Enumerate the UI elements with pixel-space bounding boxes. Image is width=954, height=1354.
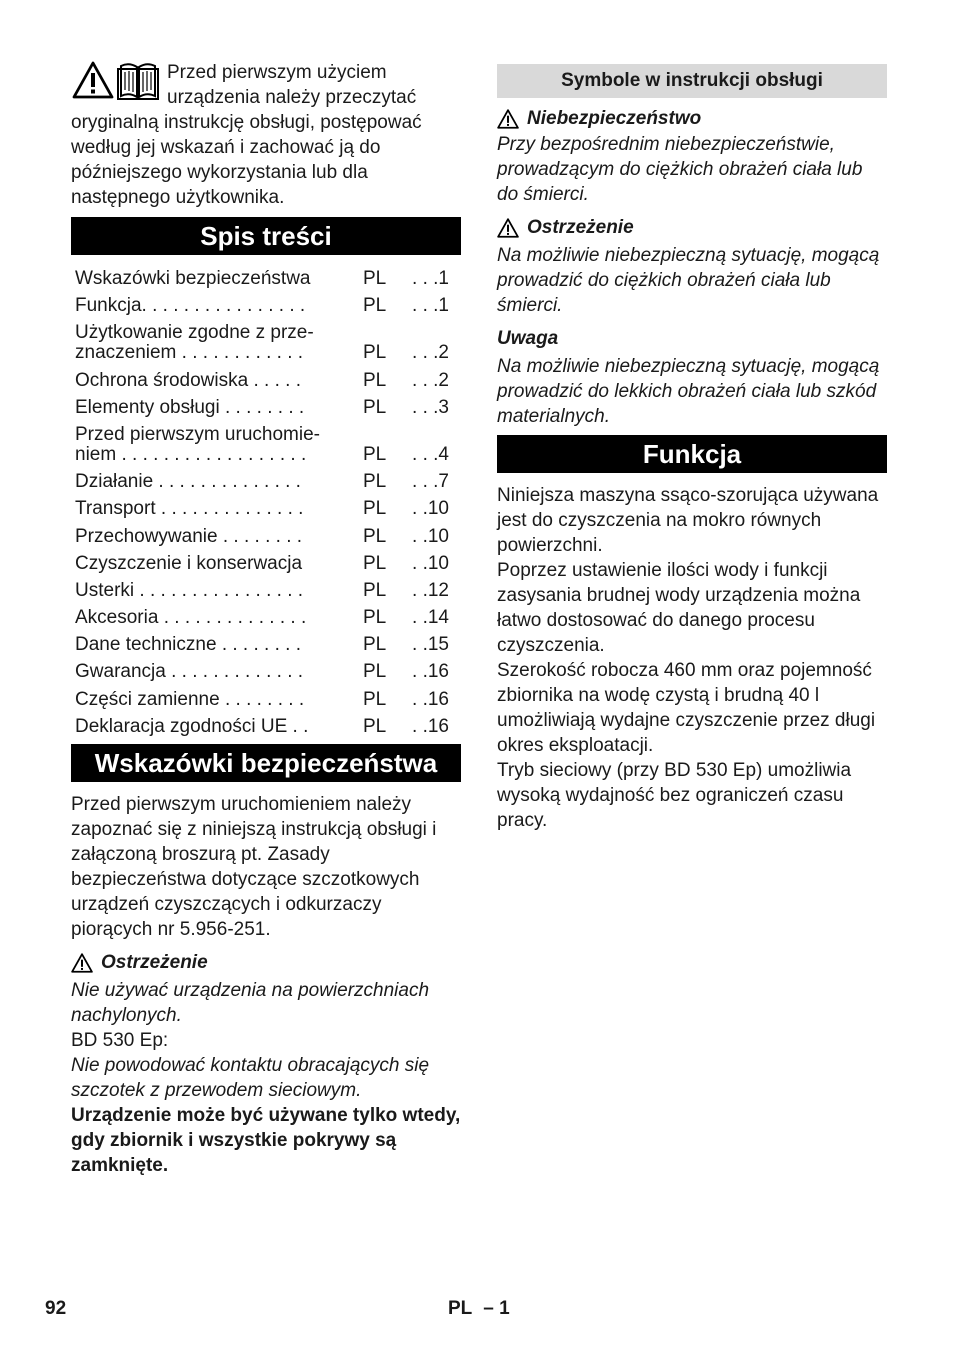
toc-item-lang: PL [363, 525, 387, 547]
toc-item[interactable] [75, 499, 461, 519]
toc-item-lang: PL [363, 552, 387, 574]
toc-item-page: . .12 [412, 579, 449, 601]
toc-item[interactable] [75, 371, 461, 391]
footer-section [448, 1298, 510, 1320]
toc-item-page: . . .4 [412, 443, 449, 465]
footer-section-lang: PL [448, 1298, 472, 1319]
manual-book-icon [118, 64, 158, 99]
toc-item-page: . . .2 [412, 342, 449, 364]
toc-item-page: . .16 [412, 715, 449, 737]
toc-item-title: Działanie . . . . . . . . . . . . . . [75, 471, 301, 493]
toc-item-lang: PL [363, 498, 387, 520]
toc-item[interactable] [75, 527, 461, 547]
toc-item[interactable] [75, 323, 461, 363]
toc-item-page: . . .1 [412, 295, 449, 317]
toc-item-page: . .10 [412, 498, 449, 520]
toc-item-title: Transport . . . . . . . . . . . . . . [75, 498, 304, 520]
toc-item-page: . .10 [412, 525, 449, 547]
function-paragraph-1: Niniejsza maszyna ssąco-szorująca używana jest do czyszczenia na mokro równych powierzchni. [497, 485, 879, 556]
toc-item[interactable] [75, 398, 461, 418]
toc-item-title: Części zamienne . . . . . . . . [75, 688, 305, 710]
toc-item-page: . .15 [412, 634, 449, 656]
toc-item-lang: PL [363, 661, 387, 683]
page-number: 92 [45, 1298, 67, 1319]
intro-icons [71, 60, 163, 106]
toc-item-lang: PL [363, 342, 387, 364]
symbols-warning-label: Ostrzeżenie [527, 217, 634, 238]
toc-item-lang: PL [363, 396, 387, 418]
toc-item-lang: PL [363, 295, 387, 317]
function-paragraph-4: Tryb sieciowy (przy BD 530 Ep) umożliwia wysoką wydajność bez ograniczeń czasu pracy. [497, 760, 852, 831]
function-paragraph-2: Poprzez ustawienie ilości wody i funkcji zasysania brudnej wody urządzenia można łatwo dostosować do danego procesu czyszczenia. [497, 560, 861, 656]
toc-item-title: Deklaracja zgodności UE . . [75, 715, 309, 737]
toc-item[interactable] [75, 269, 461, 289]
toc-item[interactable] [75, 635, 461, 655]
warning-triangle-icon [74, 63, 112, 97]
right-column [497, 60, 887, 833]
safety-model-label: BD 530 Ep: [71, 1030, 169, 1051]
toc-item[interactable] [75, 296, 461, 316]
safety-warning-text-1: Nie używać urządzenia na powierzchniach nachylonych. [71, 980, 430, 1026]
warning-triangle-icon [497, 218, 519, 238]
footer-section-page: – 1 [483, 1298, 510, 1319]
toc-item-lang: PL [363, 579, 387, 601]
toc-item-lang: PL [363, 369, 387, 391]
toc-item-lang: PL [363, 688, 387, 710]
toc-item-title: Użytkowanie zgodne z prze- znaczeniem . . . . . . . . . . . . [75, 322, 314, 364]
caution-text: Na możliwie niebezpieczną sytuację, mogącą prowadzić do lekkich obrażeń ciała lub szkód materialnych. [497, 356, 880, 427]
safety-warning-label: Ostrzeżenie [101, 952, 208, 973]
toc-item-page: . .14 [412, 607, 449, 629]
toc-item[interactable] [75, 690, 461, 710]
intro-block [71, 60, 461, 210]
warning-triangle-icon [71, 953, 93, 973]
function-heading: Funkcja [497, 435, 887, 473]
toc-item[interactable] [75, 425, 461, 465]
danger-text: Przy bezpośrednim niebezpieczeństwie, prowadzącym do ciężkich obrażeń ciała lub do śmierci. [497, 134, 863, 205]
toc-item-page: . . .2 [412, 369, 449, 391]
toc-item-title: Elementy obsługi . . . . . . . . [75, 396, 305, 418]
function-paragraph-3: Szerokość robocza 460 mm oraz pojemność zbiornika na wodę czystą i brudną 40 l umożliwiają wydajne czyszczenie przez długi okres eksploatacji. [497, 660, 876, 756]
safety-warning-text-2: Nie powodować kontaktu obracających się szczotek z przewodem sieciowym. [71, 1055, 430, 1101]
toc-item-title: Akcesoria . . . . . . . . . . . . . . [75, 607, 307, 629]
toc-item-lang: PL [363, 715, 387, 737]
symbols-warning-text: Na możliwie niebezpieczną sytuację, mogącą prowadzić do ciężkich obrażeń ciała lub śmierci. [497, 245, 880, 316]
toc-item-title: Przechowywanie . . . . . . . . [75, 525, 303, 547]
toc-item-title: Ochrona środowiska . . . . . [75, 369, 301, 391]
toc-item-page: . .16 [412, 688, 449, 710]
intro-text: Przed pierwszym użyciem urządzenia należy przeczytać oryginalną instrukcję obsługi, postępować według jej wskazań i zachować ją do późniejszego wykorzystania lub dla następnego użytkownika. [71, 62, 422, 208]
toc-item-page: . .16 [412, 661, 449, 683]
toc-item-lang: PL [363, 268, 387, 289]
toc-item[interactable] [75, 472, 461, 492]
toc-item[interactable] [75, 554, 461, 574]
toc-item-title: Wskazówki bezpieczeństwa [75, 268, 311, 289]
toc-item-page: . . .7 [412, 471, 449, 493]
danger-label: Niebezpieczeństwo [527, 108, 702, 129]
safety-intro: Przed pierwszym uruchomieniem należy zapoznać się z niniejszą instrukcją obsługi i załączoną broszurą pt. Zasady bezpieczeństwa dotyczące szczotkowych urządzeń czyszczących i odkurzaczy piorących nr 5.956-251. [71, 794, 437, 940]
danger-heading [497, 106, 887, 132]
symbols-warning-heading [497, 213, 887, 243]
toc-item-page: . .10 [412, 552, 449, 574]
toc-item-page: . . .3 [412, 396, 449, 418]
left-column [71, 60, 461, 1178]
toc-item-lang: PL [363, 607, 387, 629]
toc-item-title: Gwarancja . . . . . . . . . . . . . [75, 661, 304, 683]
toc-item[interactable] [75, 581, 461, 601]
toc-item[interactable] [75, 717, 461, 737]
toc-item-lang: PL [363, 471, 387, 493]
toc-item-title: Usterki . . . . . . . . . . . . . . . . [75, 579, 304, 601]
toc-item-title: Przed pierwszym uruchomie- niem . . . . . . . . . . . . . . . . . . [75, 423, 320, 465]
toc-item-title: Funkcja. . . . . . . . . . . . . . . . [75, 295, 306, 317]
warning-triangle-icon [497, 109, 519, 129]
toc-item-lang: PL [363, 443, 387, 465]
toc-item[interactable] [75, 608, 461, 628]
caution-label: Uwaga [497, 328, 559, 349]
symbols-heading: Symbole w instrukcji obsługi [497, 64, 887, 98]
toc-item[interactable] [75, 662, 461, 682]
safety-warning-heading [71, 948, 461, 978]
caution-heading [497, 324, 887, 354]
toc-item-lang: PL [363, 634, 387, 656]
safety-bold-note: Urządzenie może być używane tylko wtedy, gdy zbiornik i wszystkie pokrywy są zamknięte. [71, 1105, 461, 1176]
toc-heading: Spis treści [71, 217, 461, 255]
toc-item-title: Czyszczenie i konserwacja [75, 552, 303, 574]
toc-list [75, 269, 461, 737]
toc-item-title: Dane techniczne . . . . . . . . [75, 634, 301, 656]
toc-item-page: . . .1 [412, 268, 449, 289]
safety-heading: Wskazówki bezpieczeństwa [71, 744, 461, 782]
